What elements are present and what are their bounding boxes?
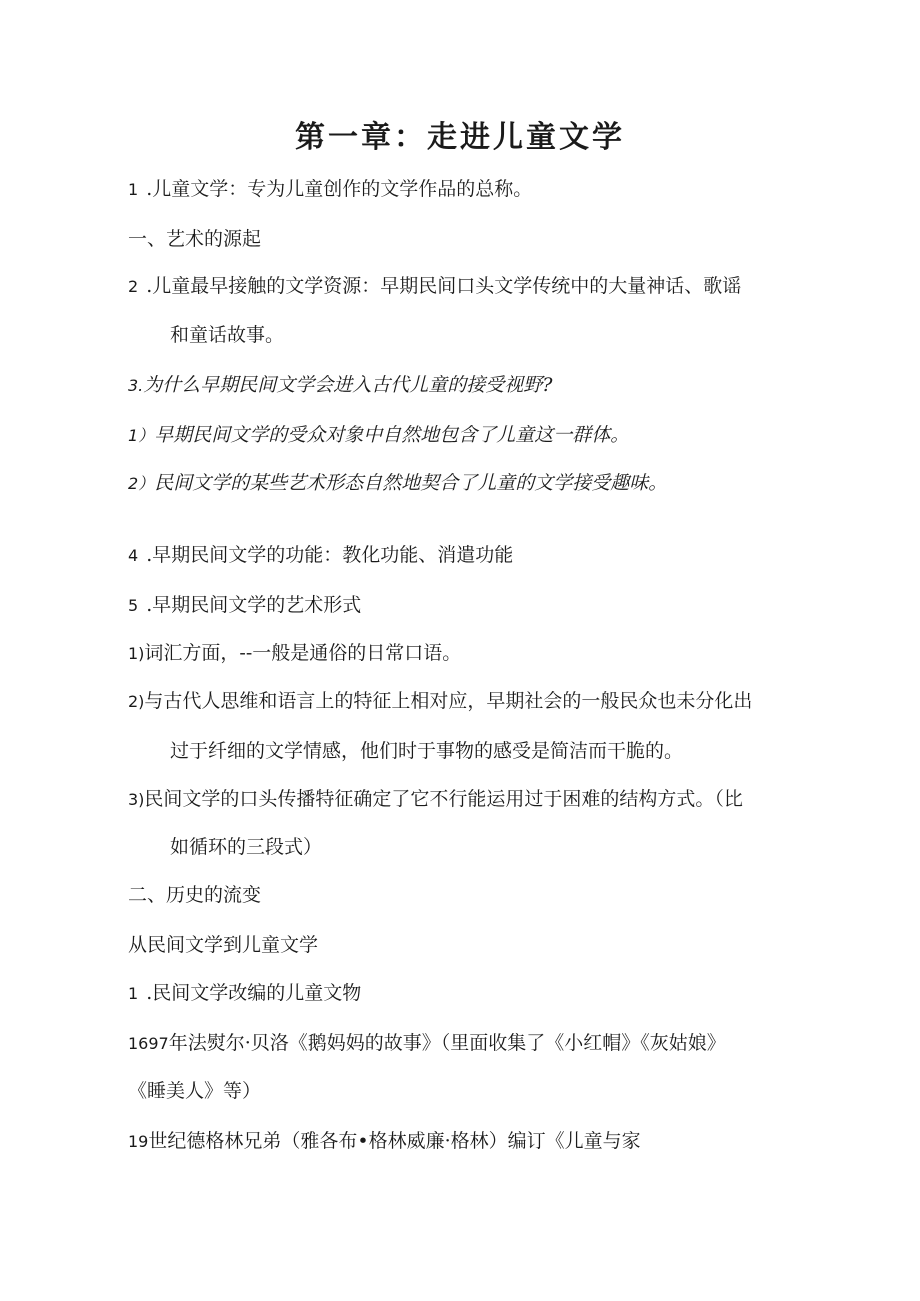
paragraph-continuation [170, 738, 683, 764]
paragraph-text: .儿童文学：专为儿童创作的文学作品的总称。 [146, 178, 533, 200]
question-line [128, 372, 552, 399]
paragraph-text: .儿童最早接触的文学资源：早期民间口头文学传统中的大量神话、歌谣 [146, 275, 742, 297]
paragraph [128, 1030, 726, 1057]
item-number: 3. [128, 376, 144, 395]
subheading-text: 从民间文学到儿童文学 [128, 934, 319, 956]
paragraph-text: .早期民间文学的艺术形式 [146, 594, 362, 616]
paragraph [128, 640, 461, 667]
paragraph-text: 民间文学的某些艺术形态自然地契合了儿童的文学接受趣味。 [154, 472, 668, 494]
paragraph-text: 和童话故事。 [170, 324, 285, 346]
paragraph-text: 年法熨尔·贝洛《鹅妈妈的故事》（里面收集了《小红帽》《灰姑娘》 [168, 1032, 726, 1054]
item-number: 5 [128, 596, 139, 615]
section-heading [128, 226, 261, 252]
item-number: 2) [128, 692, 145, 711]
section-heading-text: 二、历史的流变 [128, 884, 262, 906]
item-number: 1 [128, 180, 139, 199]
paragraph-text: .早期民间文学的功能：教化功能、消遣功能 [146, 544, 514, 566]
item-number: 1） [128, 426, 155, 445]
item-number: 4 [128, 546, 139, 565]
item-number: 1) [128, 644, 145, 663]
paragraph [128, 980, 361, 1007]
paragraph [128, 592, 361, 619]
paragraph-text: 过于纤细的文学情感，他们时于事物的感受是简洁而干脆的。 [170, 740, 684, 762]
paragraph-text: 早期民间文学的受众对象中自然地包含了儿童这一群体。 [154, 424, 630, 446]
subheading [128, 932, 318, 958]
answer-line [128, 422, 629, 449]
paragraph-text: 为什么早期民间文学会进入古代儿童的接受视野? [143, 374, 553, 396]
paragraph-continuation [170, 834, 322, 860]
paragraph [128, 688, 752, 715]
paragraph-text: 世纪德格林兄弟（雅各布•格林威廉·格林）编订《儿童与家 [148, 1130, 641, 1152]
paragraph-continuation [170, 322, 284, 348]
paragraph-text: 如循环的三段式） [170, 836, 323, 858]
paragraph-text: .民间文学改编的儿童文物 [146, 982, 362, 1004]
section-heading [128, 882, 261, 908]
paragraph [128, 176, 532, 203]
chapter-title: 第一章：走进儿童文学 [295, 120, 625, 155]
paragraph [128, 1128, 641, 1155]
answer-line [128, 470, 667, 497]
item-number: 3) [128, 790, 145, 809]
item-number: 1 [128, 984, 139, 1003]
paragraph [128, 786, 743, 813]
section-heading-text: 一、艺术的源起 [128, 228, 262, 250]
paragraph [128, 273, 741, 300]
item-number: 19 [128, 1132, 149, 1151]
paragraph-text: 民间文学的口头传播特征确定了它不行能运用过于困难的结构方式。（比 [144, 788, 743, 810]
item-number: 2） [128, 474, 155, 493]
paragraph-text: 词汇方面，--一般是通俗的日常口语。 [144, 642, 462, 664]
paragraph-text: 与古代人思维和语言上的特征上相对应，早期社会的一般民众也未分化出 [144, 690, 753, 712]
item-number: 1697 [128, 1034, 169, 1053]
paragraph [128, 542, 513, 569]
paragraph-continuation [128, 1078, 261, 1104]
paragraph-text: 《睡美人》等） [128, 1080, 262, 1102]
item-number: 2 [128, 277, 139, 296]
